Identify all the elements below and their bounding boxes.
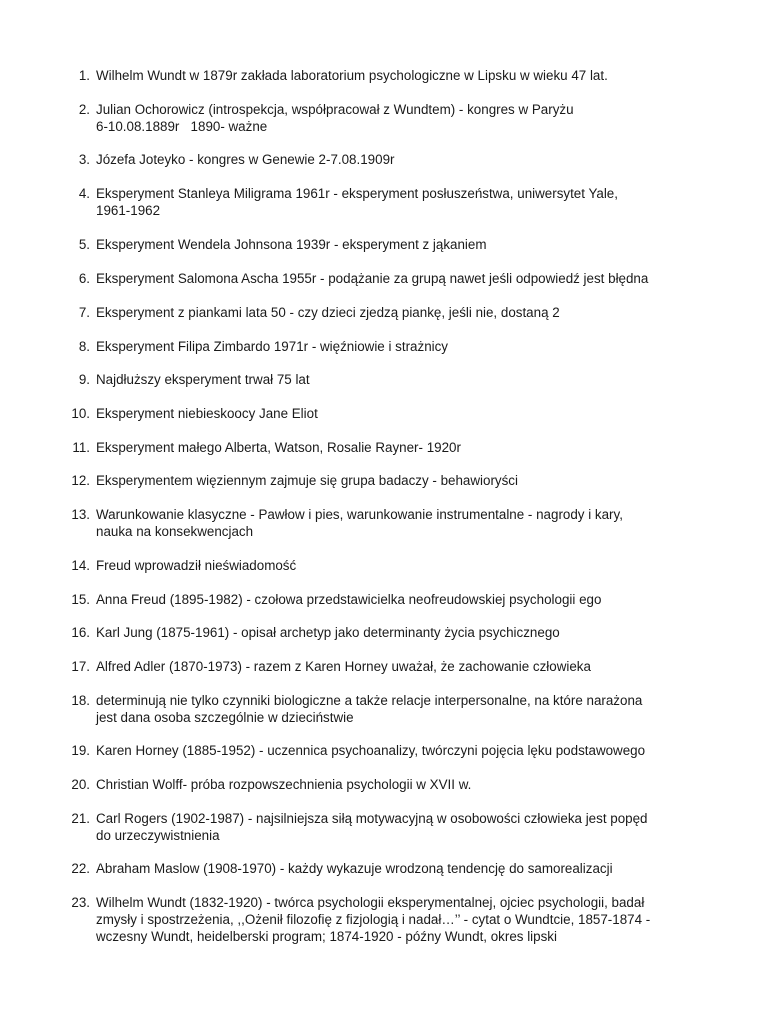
- item-number: 13.: [71, 507, 90, 522]
- item-number: 11.: [72, 440, 90, 455]
- item-number: 1.: [78, 68, 90, 83]
- item-text: Eksperyment Wendela Johnsona 1939r - eksperyment z jąkaniem: [96, 237, 487, 252]
- item-text: Abraham Maslow (1908-1970) - każdy wykazuje wrodzoną tendencję do samorealizacji: [96, 861, 613, 876]
- item-text: Karen Horney (1885-1952) - uczennica psychoanalizy, twórczyni pojęcia lęku podstawowego: [96, 743, 646, 758]
- item-number: 12.: [71, 473, 90, 488]
- item-text: Eksperymentem więziennym zajmuje się grupa badaczy - behawioryści: [96, 473, 518, 488]
- item-text: Józefa Joteyko - kongres w Genewie 2-7.08.1909r: [96, 152, 395, 167]
- item-number: 6.: [78, 271, 90, 286]
- item-text: Warunkowanie klasyczne - Pawłow i pies, warunkowanie instrumentalne - nagrody i kary,: [96, 507, 623, 522]
- item-text-continued: nauka na konsekwencjach: [96, 524, 254, 539]
- item-number: 10.: [71, 406, 90, 421]
- item-text: Karl Jung (1875-1961) - opisał archetyp jako determinanty życia psychicznego: [96, 625, 560, 640]
- item-text-continued: do urzeczywistnienia: [96, 828, 220, 843]
- item-text: Wilhelm Wundt w 1879r zakłada laboratorium psychologiczne w Lipsku w wieku 47 lat.: [96, 68, 608, 83]
- item-number: 7.: [78, 305, 90, 320]
- item-text-continued: 6-10.08.1889r 1890- ważne: [96, 119, 268, 134]
- item-number: 17.: [71, 659, 90, 674]
- item-number: 15.: [71, 592, 90, 607]
- item-text: Christian Wolff- próba rozpowszechnienia psychologii w XVII w.: [96, 777, 472, 792]
- item-text-continued: wczesny Wundt, heidelberski program; 1874-1920 - późny Wundt, okres lipski: [96, 929, 557, 944]
- item-text: Freud wprowadził nieświadomość: [96, 558, 297, 573]
- item-text: Eksperyment Salomona Ascha 1955r - podążanie za grupą nawet jeśli odpowiedź jest błędna: [96, 271, 649, 286]
- item-number: 21.: [71, 811, 90, 826]
- item-text: Alfred Adler (1870-1973) - razem z Karen Horney uważał, że zachowanie człowieka: [96, 659, 591, 674]
- item-text: Eksperyment niebieskoocy Jane Eliot: [96, 406, 318, 421]
- item-number: 18.: [71, 693, 90, 708]
- item-text: Eksperyment Stanleya Miligrama 1961r - eksperyment posłuszeństwa, uniwersytet Yale,: [96, 186, 618, 201]
- item-number: 14.: [71, 558, 90, 573]
- item-number: 23.: [71, 895, 90, 910]
- item-number: 16.: [71, 625, 90, 640]
- item-text: Eksperyment Filipa Zimbardo 1971r - więźniowie i strażnicy: [96, 339, 449, 354]
- item-number: 20.: [71, 777, 90, 792]
- item-text: Julian Ochorowicz (introspekcja, współpracował z Wundtem) - kongres w Paryżu: [96, 102, 574, 117]
- item-number: 19.: [71, 743, 90, 758]
- item-number: 3.: [78, 152, 90, 167]
- item-text: Carl Rogers (1902-1987) - najsilniejsza siłą motywacyjną w osobowości człowieka jest popęd: [96, 811, 648, 826]
- item-number: 22.: [71, 861, 90, 876]
- item-text: determinują nie tylko czynniki biologiczne a także relacje interpersonalne, na które narażona: [96, 693, 643, 708]
- item-text: Anna Freud (1895-1982) - czołowa przedstawicielka neofreudowskiej psychologii ego: [96, 592, 602, 607]
- item-text-continued: zmysły i spostrzeżenia, ,,Ożenił filozofię z fizjologią i nadał…’’ - cytat o Wundtcie, 1857-1874 -: [96, 912, 651, 927]
- item-number: 8.: [78, 339, 90, 354]
- item-text-continued: 1961-1962: [96, 203, 161, 218]
- item-number: 4.: [78, 186, 90, 201]
- item-text: Najdłuższy eksperyment trwał 75 lat: [96, 372, 310, 387]
- item-number: 5.: [78, 237, 90, 252]
- item-number: 9.: [78, 372, 90, 387]
- item-text: Eksperyment z piankami lata 50 - czy dzieci zjedzą piankę, jeśli nie, dostaną 2: [96, 305, 560, 320]
- item-text: Wilhelm Wundt (1832-1920) - twórca psychologii eksperymentalnej, ojciec psychologii, badał: [96, 895, 645, 910]
- item-text-continued: jest dana osoba szczególnie w dzieciństwie: [96, 710, 354, 725]
- item-number: 2.: [78, 102, 90, 117]
- item-text: Eksperyment małego Alberta, Watson, Rosalie Rayner- 1920r: [96, 440, 461, 455]
